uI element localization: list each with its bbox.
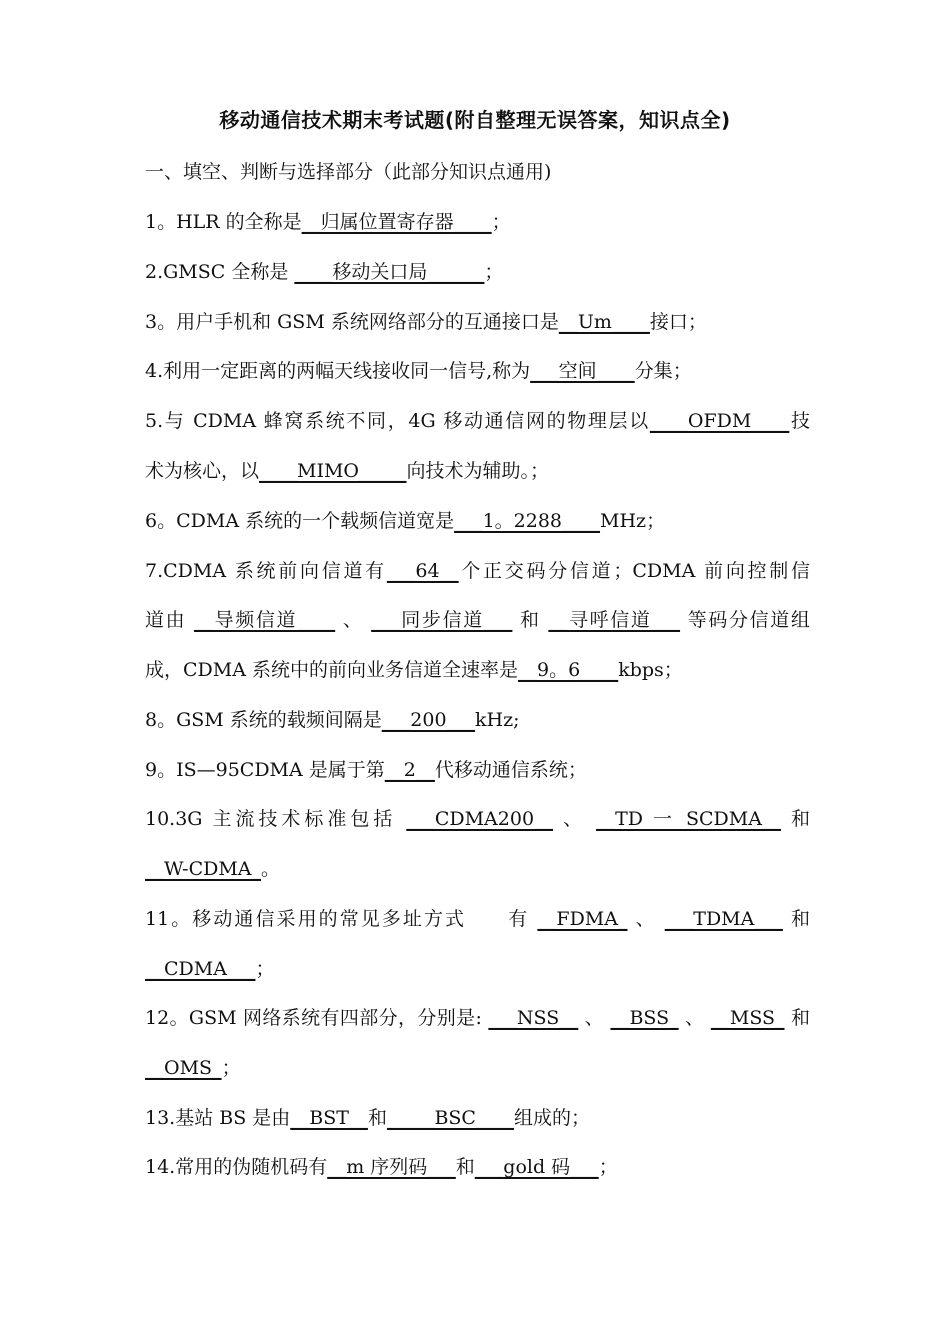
- answer-blank: _____BSC____: [386, 1107, 514, 1129]
- question-8: 8。GSM 系统的载频间隔是___200___kHz;: [145, 709, 520, 731]
- answer-blank: __2__: [384, 759, 435, 781]
- answer-blank: __MSS_: [710, 1007, 785, 1029]
- question-7-line-1: 7.CDMA 系统前向信道有___64__个正交码分信道；CDMA 前向控制信: [145, 560, 810, 582]
- answer-blank: __Um____: [558, 311, 650, 333]
- document-title: 移动通信技术期末考试题(附自整理无误答案，知识点全): [219, 108, 731, 132]
- answer-blank: __BSS_: [610, 1007, 679, 1029]
- question-7-line-3: 成，CDMA 系统中的前向业务信道全速率是__9。6____kbps；: [145, 659, 683, 681]
- answer-blank: ___CDMA200__: [406, 808, 554, 830]
- answer-blank: __OMS_: [145, 1057, 222, 1079]
- question-11-line-1: 11。移动通信采用的常见多址方式 有 __FDMA_ 、 ___TDMA___ 和: [145, 908, 810, 930]
- question-7-line-2: 道由 __导频信道____ 、 ___同步信道___ 和 __寻呼信道___ 等码分信道组: [145, 609, 810, 631]
- question-6: 6。CDMA 系统的一个载频信道宽是___1。2288____MHz；: [145, 510, 666, 532]
- answer-blank: ___gold 码___: [474, 1156, 599, 1178]
- answer-blank: ___64__: [386, 560, 459, 582]
- answer-blank: ___NSS__: [488, 1007, 579, 1029]
- answer-blank: ____OFDM____: [649, 410, 790, 432]
- question-13: 13.基站 BS 是由__BST__和_____BSC____组成的；: [145, 1107, 590, 1129]
- question-11-line-2: __CDMA___；: [145, 958, 275, 980]
- question-12-line-2: __OMS_；: [145, 1057, 241, 1079]
- answer-blank: ___1。2288____: [454, 510, 601, 532]
- answer-blank: __归属位置寄存器____: [301, 211, 492, 233]
- question-5-line-1: 5.与 CDMA 蜂窝系统不同，4G 移动通信网的物理层以____OFDM____技: [145, 410, 810, 432]
- answer-blank: __m 序列码___: [327, 1156, 456, 1178]
- question-12-line-1: 12。GSM 网络系统有四部分，分别是: ___NSS__ 、 __BSS_ 、 __MSS_ 和: [145, 1007, 810, 1029]
- answer-blank: ___200___: [381, 709, 476, 731]
- answer-blank: __W-CDMA_: [145, 858, 262, 880]
- question-10-line-2: __W-CDMA_。: [145, 858, 281, 880]
- answer-blank: ____MIMO_____: [259, 460, 407, 482]
- answer-blank: __TD 一 SCDMA__: [596, 808, 781, 830]
- answer-blank: ___空间____: [530, 360, 635, 382]
- answer-blank: __导频信道____: [193, 609, 336, 631]
- answer-blank: __CDMA___: [145, 958, 256, 980]
- answer-blank: ____移动关口局______: [294, 261, 485, 283]
- question-14: 14.常用的伪随机码有__m 序列码___和___gold 码___；: [145, 1156, 618, 1178]
- question-5-line-2: 术为核心，以____MIMO_____向技术为辅助。；: [145, 460, 550, 482]
- question-10-line-1: 10.3G 主流技术标准包括 ___CDMA200__ 、 __TD 一 SCDMA__ 和: [145, 808, 810, 830]
- answer-blank: __寻呼信道___: [548, 609, 681, 631]
- question-1: 1。HLR 的全称是__归属位置寄存器____；: [145, 211, 511, 233]
- question-4: 4.利用一定距离的两幅天线接收同一信号,称为___空间____分集；: [145, 360, 692, 382]
- answer-blank: __BST__: [290, 1107, 368, 1129]
- question-2: 2.GMSC 全称是 ____移动关口局______；: [145, 261, 504, 283]
- answer-blank: __FDMA_: [537, 908, 628, 930]
- answer-blank: ___TDMA___: [664, 908, 783, 930]
- answer-blank: ___同步信道___: [371, 609, 513, 631]
- section-heading: 一、填空、判断与选择部分（此部分知识点通用): [145, 161, 552, 183]
- answer-blank: __9。6____: [518, 659, 619, 681]
- question-9: 9。IS—95CDMA 是属于第__2__代移动通信系统；: [145, 759, 587, 781]
- question-3: 3。用户手机和 GSM 系统网络部分的互通接口是__Um____接口；: [145, 311, 707, 333]
